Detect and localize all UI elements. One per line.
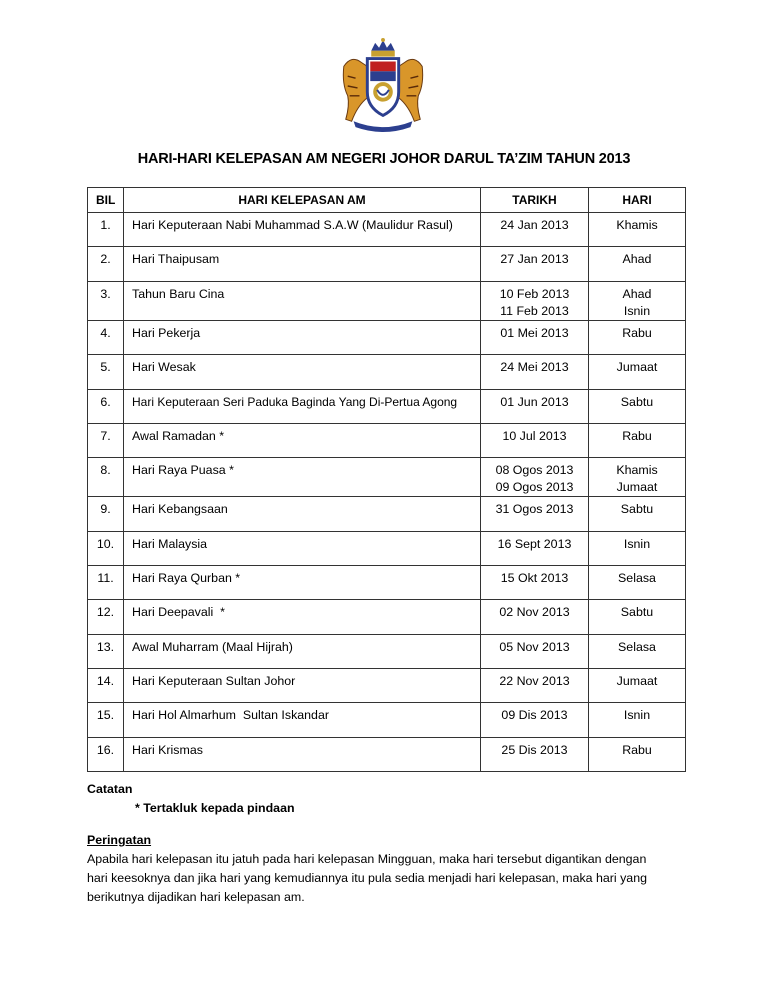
row-date: 05 Nov 2013 (481, 635, 589, 669)
row-day-line: Isnin (623, 304, 651, 318)
notes-section (87, 780, 687, 907)
table-header-row (88, 188, 686, 213)
row-date: 09 Dis 2013 (481, 703, 589, 738)
row-holiday-name: Hari Thaipusam (124, 247, 481, 282)
row-date: 24 Mei 2013 (481, 355, 589, 390)
row-date: 01 Mei 2013 (481, 321, 589, 355)
row-holiday-name: Hari Raya Qurban * (124, 566, 481, 600)
table-row (88, 390, 686, 424)
row-holiday-name: Hari Malaysia (124, 532, 481, 566)
row-day-line: Jumaat (616, 480, 658, 494)
row-holiday-name: Hari Keputeraan Nabi Muhammad S.A.W (Maulidur Rasul) (124, 213, 481, 247)
row-date: 24 Jan 2013 (481, 213, 589, 247)
peringatan-line: berikutnya dijadikan hari kelepasan am. (87, 890, 305, 904)
header-bil: BIL (88, 188, 124, 213)
row-day: Isnin (589, 703, 686, 738)
row-holiday-name: Awal Muharram (Maal Hijrah) (124, 635, 481, 669)
row-day: Khamis (589, 213, 686, 247)
row-date: 10 Jul 2013 (481, 424, 589, 458)
row-day: Isnin (589, 532, 686, 566)
header-date: TARIKH (481, 188, 589, 213)
row-day (589, 282, 686, 321)
row-holiday-name: Hari Keputeraan Seri Paduka Baginda Yang Di-Pertua Agong (124, 390, 481, 424)
row-bil: 14. (88, 669, 124, 703)
table-row (88, 703, 686, 738)
row-holiday-name: Hari Hol Almarhum Sultan Iskandar (124, 703, 481, 738)
row-date: 27 Jan 2013 (481, 247, 589, 282)
row-date: 31 Ogos 2013 (481, 497, 589, 532)
row-date: 22 Nov 2013 (481, 669, 589, 703)
row-day: Jumaat (589, 355, 686, 390)
row-date (481, 458, 589, 497)
peringatan-line: hari keesoknya dan jika hari yang kemudiannya itu pula sedia menjadi hari kelepasan, maka hari yang (87, 871, 647, 885)
row-holiday-name: Hari Wesak (124, 355, 481, 390)
row-bil: 9. (88, 497, 124, 532)
row-day: Ahad (589, 247, 686, 282)
row-date: 16 Sept 2013 (481, 532, 589, 566)
row-day-line: Khamis (616, 463, 658, 477)
row-day: Selasa (589, 566, 686, 600)
johor-crest-emblem (334, 37, 432, 135)
row-day: Rabu (589, 321, 686, 355)
table-row (88, 247, 686, 282)
catatan-label: Catatan (87, 782, 133, 796)
table-row (88, 738, 686, 772)
holiday-table (87, 187, 686, 772)
row-date: 25 Dis 2013 (481, 738, 589, 772)
row-bil: 16. (88, 738, 124, 772)
table-row (88, 635, 686, 669)
row-holiday-name: Tahun Baru Cina (124, 282, 481, 321)
header-day: HARI (589, 188, 686, 213)
row-date: 01 Jun 2013 (481, 390, 589, 424)
row-day: Sabtu (589, 600, 686, 635)
row-bil: 10. (88, 532, 124, 566)
row-date: 02 Nov 2013 (481, 600, 589, 635)
row-date (481, 282, 589, 321)
catatan-text: * Tertakluk kepada pindaan (135, 801, 295, 815)
row-bil: 4. (88, 321, 124, 355)
table-row (88, 424, 686, 458)
row-holiday-name: Hari Krismas (124, 738, 481, 772)
table-row (88, 355, 686, 390)
row-bil: 11. (88, 566, 124, 600)
row-day (589, 458, 686, 497)
row-bil: 1. (88, 213, 124, 247)
header-name: HARI KELEPASAN AM (124, 188, 481, 213)
row-holiday-name: Hari Keputeraan Sultan Johor (124, 669, 481, 703)
row-bil: 12. (88, 600, 124, 635)
table-row (88, 282, 686, 321)
row-date-line: 11 Feb 2013 (500, 304, 569, 318)
peringatan-label: Peringatan (87, 833, 152, 847)
table-row (88, 669, 686, 703)
row-holiday-name: Awal Ramadan * (124, 424, 481, 458)
row-day: Sabtu (589, 497, 686, 532)
table-row (88, 497, 686, 532)
table-row (88, 566, 686, 600)
row-bil: 13. (88, 635, 124, 669)
row-day-line: Ahad (622, 287, 652, 301)
row-date-line: 10 Feb 2013 (499, 287, 570, 301)
row-bil: 2. (88, 247, 124, 282)
document-title: HARI-HARI KELEPASAN AM NEGERI JOHOR DARUL TA’ZIM TAHUN 2013 (137, 151, 631, 167)
row-bil: 3. (88, 282, 124, 321)
peringatan-line: Apabila hari kelepasan itu jatuh pada hari kelepasan Mingguan, maka hari tersebut digantikan dengan (87, 852, 647, 866)
row-date-line: 09 Ogos 2013 (495, 480, 574, 494)
row-date: 15 Okt 2013 (481, 566, 589, 600)
row-bil: 5. (88, 355, 124, 390)
table-row (88, 458, 686, 497)
row-holiday-name: Hari Raya Puasa * (124, 458, 481, 497)
table-row (88, 532, 686, 566)
row-date-line: 08 Ogos 2013 (495, 463, 574, 477)
row-day: Rabu (589, 424, 686, 458)
row-holiday-name: Hari Deepavali * (124, 600, 481, 635)
row-day: Selasa (589, 635, 686, 669)
row-bil: 7. (88, 424, 124, 458)
row-day: Sabtu (589, 390, 686, 424)
row-holiday-name: Hari Pekerja (124, 321, 481, 355)
table-row (88, 600, 686, 635)
row-holiday-name: Hari Kebangsaan (124, 497, 481, 532)
row-bil: 8. (88, 458, 124, 497)
row-day: Rabu (589, 738, 686, 772)
table-row (88, 213, 686, 247)
table-row (88, 321, 686, 355)
row-bil: 15. (88, 703, 124, 738)
row-day: Jumaat (589, 669, 686, 703)
row-bil: 6. (88, 390, 124, 424)
